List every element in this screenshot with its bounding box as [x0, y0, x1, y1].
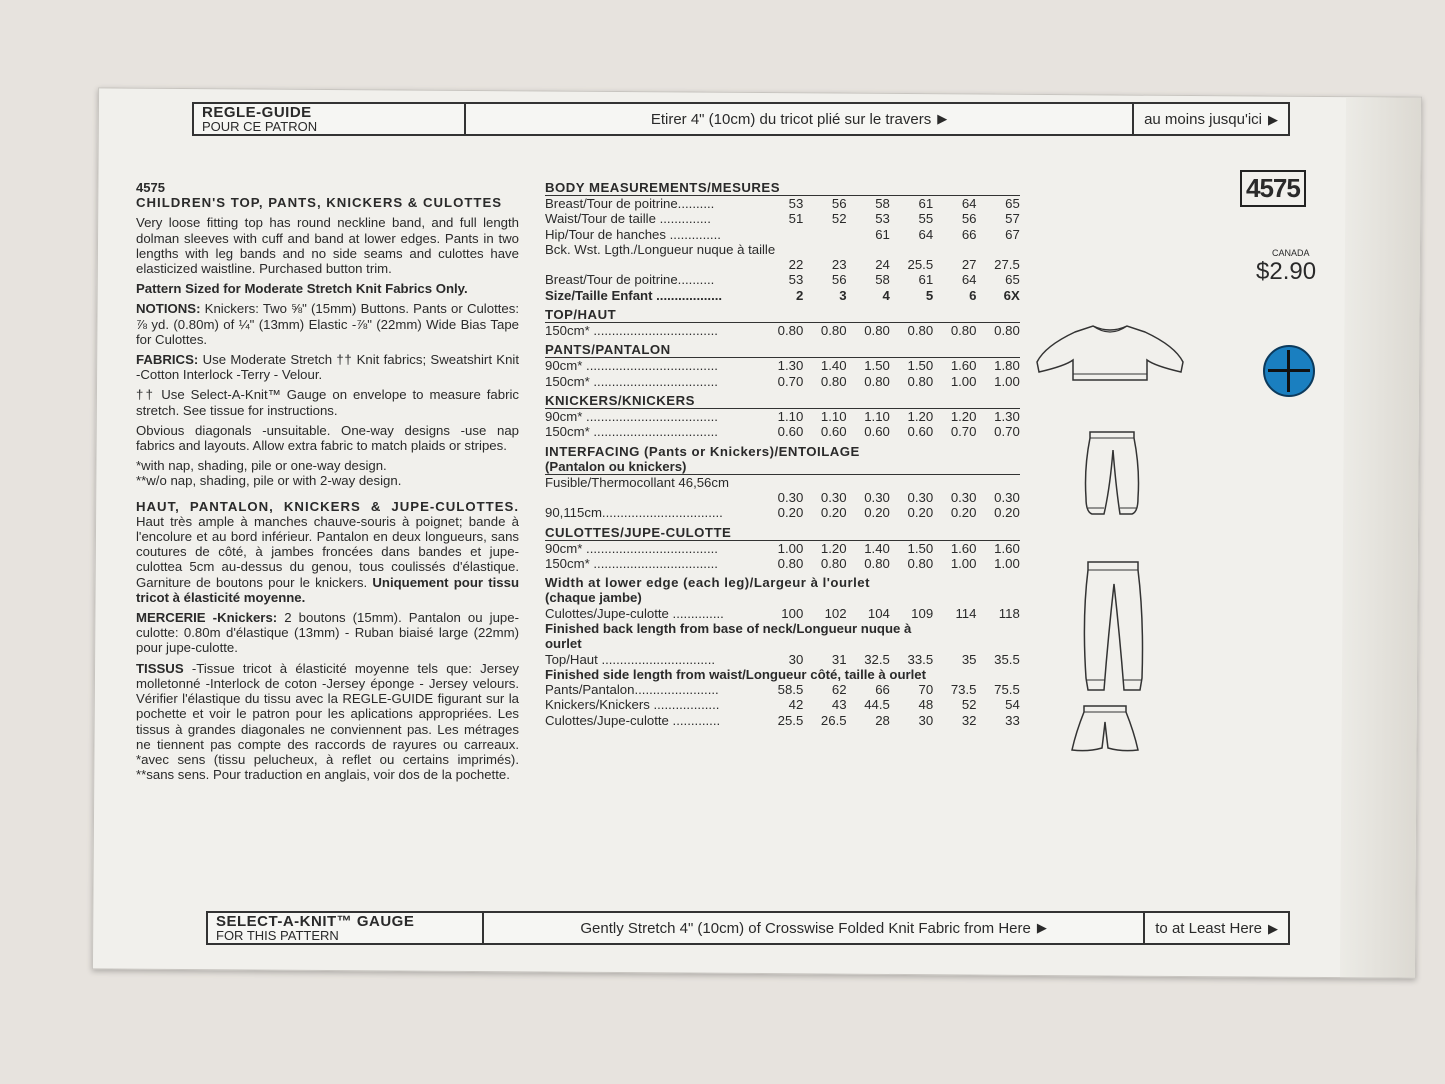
- row-value: 0.70: [950, 424, 977, 440]
- row-value: 52: [831, 211, 847, 227]
- row-value: 26.5: [820, 712, 847, 728]
- row-value: 0.20: [907, 505, 934, 521]
- bwl-label: Bck. Wst. Lgth./Longueur nuque à taille: [545, 241, 776, 257]
- row-value: 0.30: [820, 490, 847, 506]
- row-value: 0.20: [864, 505, 890, 521]
- sized-for: Pattern Sized for Moderate Stretch Knit Fabrics Only.: [136, 281, 468, 297]
- pants-rows: [545, 358, 1020, 389]
- knickers-rows: [545, 409, 1020, 440]
- row-value: 104: [867, 605, 890, 621]
- row-label: Pants/Pantalon.......................: [545, 682, 719, 698]
- row-value: 0.30: [907, 490, 934, 506]
- table-row: [545, 227, 1020, 242]
- row-value: 48: [918, 697, 934, 713]
- row-value: 0.20: [820, 505, 847, 521]
- row-value: 35: [961, 651, 977, 667]
- row-value: 1.60: [950, 540, 977, 556]
- gauge-stretch-text: Gently Stretch 4" (10cm) of Crosswise Folded Knit Fabric from Here ▶: [484, 913, 1145, 943]
- row-value: 62: [831, 682, 847, 698]
- table-row: [545, 358, 1020, 373]
- interfacing-fusible: Fusible/Thermocollant 46,56cm: [545, 474, 729, 490]
- row-value: 109: [911, 605, 934, 621]
- row-value: 73.5: [950, 682, 977, 698]
- row-value: 1.20: [950, 408, 977, 424]
- row-value: 1.00: [994, 373, 1020, 389]
- row-label: [545, 490, 760, 505]
- row-value: 1.10: [777, 408, 804, 424]
- row-value: 44.5: [864, 697, 890, 713]
- diagonals-note: Obvious diagonals -unsuitable. One-way designs -use nap fabrics and layouts. Allow extra fabric to match plaids or stripes.: [136, 422, 519, 454]
- row-value: 58: [875, 272, 890, 288]
- row-value: 43: [831, 697, 847, 713]
- table-row: [545, 682, 1020, 697]
- row-value: 61: [918, 272, 934, 288]
- row-value: 61: [918, 196, 934, 211]
- gauge-label: [194, 104, 466, 134]
- row-label: 90cm* ....................................: [545, 358, 718, 374]
- table-row: [545, 556, 1020, 571]
- table-row: [545, 541, 1020, 556]
- row-value: 25.5: [907, 257, 934, 273]
- row-value: 4: [882, 287, 890, 303]
- description-column: [136, 180, 519, 787]
- row-value: 1.00: [950, 373, 977, 389]
- table-row: [545, 652, 1020, 667]
- row-value: 0.80: [864, 556, 890, 572]
- row-label: Breast/Tour de poitrine..........: [545, 272, 715, 288]
- gauge-subtitle: POUR CE PATRON: [202, 119, 318, 134]
- torn-edge: [1340, 97, 1421, 978]
- row-value: 0.80: [907, 323, 934, 339]
- row-value: 0.80: [777, 556, 804, 572]
- row-value: 1.10: [864, 408, 890, 424]
- back-rows: [545, 652, 1020, 667]
- gauge-stretch-text: Etirer 4" (10cm) du tricot plié sur le travers ▶: [466, 104, 1134, 134]
- row-value: 2: [795, 287, 804, 303]
- row-value: 22: [788, 257, 804, 273]
- row-value: 27.5: [994, 257, 1020, 273]
- row-label: Waist/Tour de taille ..............: [545, 211, 711, 227]
- section-subheader: (Pantalon ou knickers): [545, 459, 1020, 475]
- bwl-row: [545, 257, 1020, 272]
- row-value: 0.30: [777, 490, 804, 506]
- section-header: Finished back length from base of neck/Longueur nuque à: [545, 620, 912, 636]
- row-value: 52: [961, 697, 977, 713]
- table-row: [545, 713, 1020, 728]
- row-value: 32.5: [864, 651, 890, 667]
- section-subheader: (chaque jambe): [545, 590, 642, 606]
- row-value: 65: [1005, 196, 1020, 211]
- row-value: [803, 227, 846, 242]
- mercerie: MERCERIE -Knickers: 2 boutons (15mm). Pantalon ou jupe-culotte: 0.80m d'élastique (13mm) - Ruban biaisé large (22mm) pour jupe-culotte.: [136, 610, 519, 656]
- row-value: 28: [875, 712, 890, 728]
- arrow-right-icon: ▶: [937, 111, 948, 126]
- row-label: Size/Taille Enfant ..................: [545, 287, 723, 303]
- section-header: PANTS/PANTALON: [545, 342, 1020, 358]
- row-value: 0.60: [864, 424, 890, 440]
- row-value: 0.30: [994, 490, 1020, 506]
- row-label: [545, 257, 760, 272]
- row-value: 70: [918, 682, 934, 698]
- row-value: 0.80: [907, 556, 934, 572]
- tissus: TISSUS -Tissue tricot à élasticité moyenne tels que: Jersey molletonné -Interlock de coton -Jersey éponge - Jersey velours. Vérifier l'élastique du tissu avec la REGLE-GUIDE figurant sur la pochette et voir le patron pour les aplications appropriées. Les tissus à grandes diagonales ne conviennent pas. Les métrages ne tiennent pas compte des raccords de rayures ou carreaux. *avec sens (tissu pelucheux, à reflet ou certains imprimés). **sans sens. Pour traduction en anglais, voir dos de la pochette.: [136, 660, 519, 783]
- row-label: Top/Haut ...............................: [545, 651, 716, 667]
- row-value: 1.20: [820, 540, 847, 556]
- width-rows: [545, 606, 1020, 621]
- table-row: [545, 697, 1020, 712]
- section-header: CULOTTES/JUPE-CULOTTE: [545, 525, 1020, 541]
- section-header: TOP/HAUT: [545, 307, 1020, 323]
- row-value: 0.80: [864, 323, 890, 339]
- row-value: 61: [875, 226, 890, 242]
- row-value: 1.40: [820, 358, 847, 374]
- row-value: 56: [961, 211, 977, 227]
- row-value: 114: [955, 605, 977, 621]
- top-rows: [545, 323, 1020, 338]
- gauge-title: REGLE-GUIDE: [202, 104, 312, 121]
- interfacing-rows: [545, 490, 1020, 521]
- section-header: Width at lower edge (each leg)/Largeur à l'ourlet: [545, 575, 871, 591]
- table-row: [545, 211, 1020, 226]
- row-value: 0.60: [820, 424, 847, 440]
- row-value: 0.20: [994, 505, 1020, 521]
- side-rows: [545, 682, 1020, 728]
- table-row: [545, 424, 1020, 439]
- row-value: 0.60: [907, 424, 934, 440]
- row-value: 1.00: [994, 556, 1020, 572]
- row-label: 90cm* ....................................: [545, 408, 718, 424]
- row-value: 64: [918, 226, 934, 242]
- row-value: 1.60: [950, 358, 977, 374]
- gauge-note: †† Use Select-A-Knit™ Gauge on envelope to measure fabric stretch. See tissue for instructions.: [136, 387, 519, 418]
- row-value: 0.80: [994, 323, 1020, 339]
- row-value: 1.50: [907, 540, 934, 556]
- row-value: 30: [918, 712, 934, 728]
- row-value: 1.30: [994, 408, 1020, 424]
- table-row: [545, 272, 1020, 287]
- section-header: INTERFACING (Pants or Knickers)/ENTOILAGE: [545, 443, 860, 459]
- rows1: [545, 196, 1020, 242]
- row-value: 66: [961, 226, 977, 242]
- row-value: 51: [788, 211, 804, 227]
- arrow-right-icon: ▶: [1268, 111, 1278, 127]
- row-value: 58.5: [777, 682, 804, 698]
- row-value: 32: [961, 712, 977, 728]
- row-value: 1.20: [907, 408, 934, 424]
- culottes-sketch-icon: [1070, 702, 1140, 754]
- table-row: [545, 409, 1020, 424]
- measurements-table: [545, 176, 1020, 728]
- row-value: 23: [831, 257, 847, 273]
- row-value: 0.80: [950, 323, 977, 339]
- row-value: 0.20: [777, 505, 804, 521]
- row-value: 57: [1005, 211, 1020, 227]
- row-value: 55: [918, 211, 934, 227]
- row-value: 0.80: [907, 373, 934, 389]
- row-value: 35.5: [994, 651, 1020, 667]
- section-header: Finished side length from waist/Longueur côté, taille à ourlet: [545, 666, 927, 682]
- row-value: 67: [1005, 226, 1020, 242]
- row-value: 1.60: [994, 540, 1020, 556]
- row-value: 53: [788, 196, 804, 211]
- row-value: 64: [961, 272, 977, 288]
- crosshair-seal-icon: [1263, 345, 1315, 397]
- gauge-title: SELECT-A-KNIT™ GAUGE: [216, 913, 415, 930]
- row-value: 0.70: [994, 424, 1020, 440]
- top-sketch-icon: [1035, 322, 1185, 384]
- notions: NOTIONS: Knickers: Two ⅝" (15mm) Buttons. Pants or Culottes: ⅞ yd. (0.80m) of ¼" (13mm) Elastic -⅞" (22mm) Wide Bias Tape for Culottes.: [136, 301, 519, 347]
- gauge-label: [208, 913, 484, 943]
- row-value: [760, 227, 803, 242]
- nap-note-1: *with nap, shading, pile or one-way design.: [136, 458, 387, 474]
- row-value: 5: [925, 287, 934, 303]
- size-row: [545, 288, 1020, 303]
- top-gauge: [192, 102, 1290, 136]
- fabrics: FABRICS: Use Moderate Stretch †† Knit fabrics; Sweatshirt Knit -Cotton Interlock -Terry - Velour.: [136, 352, 519, 383]
- row-value: 0.20: [950, 505, 977, 521]
- row-value: 6: [969, 287, 977, 303]
- table-row: [545, 606, 1020, 621]
- row-value: 1.10: [820, 408, 847, 424]
- table-row: [545, 505, 1020, 520]
- gauge-end: au moins jusqu'ici ▶: [1144, 110, 1278, 128]
- row-value: 0.80: [820, 323, 847, 339]
- row-label: Knickers/Knickers ..................: [545, 697, 720, 713]
- row-value: 1.00: [777, 540, 804, 556]
- row-value: 33: [1005, 712, 1020, 728]
- row-value: 1.00: [950, 556, 977, 572]
- row-value: 0.70: [777, 373, 804, 389]
- row-value: 0.80: [777, 323, 804, 339]
- row-value: 1.50: [907, 358, 934, 374]
- gauge-end: to at Least Here ▶: [1155, 919, 1278, 937]
- row-label: 150cm* ..................................: [545, 556, 718, 572]
- bottom-gauge: [206, 911, 1290, 945]
- section-header: KNICKERS/KNICKERS: [545, 393, 1020, 409]
- table-row: [545, 257, 1020, 272]
- row-value: 0.80: [820, 373, 847, 389]
- row-value: 1.80: [994, 358, 1020, 374]
- country-label: CANADA: [1272, 248, 1310, 258]
- row-value: 100: [781, 605, 804, 621]
- pattern-number-small: 4575: [136, 180, 165, 195]
- row-value: 56: [831, 196, 847, 211]
- row-value: 1.50: [864, 358, 890, 374]
- row-value: 25.5: [777, 712, 804, 728]
- row-label: 150cm* ..................................: [545, 323, 718, 339]
- row-value: 66: [875, 682, 890, 698]
- row-value: 0.60: [777, 424, 804, 440]
- row-value: 54: [1005, 697, 1020, 713]
- price: $2.90: [1256, 258, 1317, 285]
- row-value: 118: [998, 605, 1020, 621]
- row-value: 0.80: [864, 373, 890, 389]
- section-subheader: ourlet: [545, 636, 582, 652]
- row-value: 75.5: [994, 682, 1020, 698]
- row-label: 90,115cm.................................: [545, 505, 723, 521]
- row-value: 58: [875, 196, 890, 211]
- row-value: 42: [788, 697, 804, 713]
- row-value: 0.30: [864, 490, 890, 506]
- row-value: 30: [788, 651, 804, 667]
- table-row: [545, 323, 1020, 338]
- table-row: [545, 490, 1020, 505]
- pants-sketch-icon: [1078, 558, 1148, 694]
- arrow-right-icon: ▶: [1268, 920, 1278, 936]
- section-header: BODY MEASUREMENTS/MESURES: [545, 180, 1020, 196]
- row-value: 1.40: [864, 540, 890, 556]
- description-intro: Very loose fitting top has round neckline band, and full length dolman sleeves with cuff and band at lower edges. Pants in two lengths with leg bands and no side seams and culottes have elasticized waistline. Purchased button trim.: [136, 215, 519, 277]
- row-value: 0.80: [820, 556, 847, 572]
- row-value: 3: [839, 287, 847, 303]
- row-value: 1.30: [777, 358, 804, 374]
- description-title: CHILDREN'S TOP, PANTS, KNICKERS & CULOTTES: [136, 195, 503, 211]
- row-label: 90cm* ....................................: [545, 540, 718, 556]
- row-value: 33.5: [907, 651, 934, 667]
- row-value: 56: [831, 272, 847, 288]
- row-value: 31: [831, 651, 847, 667]
- arrow-right-icon: ▶: [1036, 920, 1047, 935]
- breast2-row: [545, 272, 1020, 287]
- nap-note-2: **w/o nap, shading, pile or with 2-way design.: [136, 473, 402, 489]
- row-value: 27: [961, 257, 977, 273]
- row-value: 102: [824, 605, 847, 621]
- row-label: Breast/Tour de poitrine..........: [545, 196, 715, 211]
- row-label: 150cm* ..................................: [545, 373, 718, 389]
- french-intro: HAUT, PANTALON, KNICKERS & JUPE-CULOTTES. Haut très ample à manches chauve-souris à poignet; bande à l'encolure et au bord inférieur. Pantalon en deux longueurs, sans coutures de côté, à jambes froncées dans bandes et jupe-culottea 5cm au-dessus du genou, tous coulissés d'élastique. Garniture de boutons pour le knickers. Uniquement pour tissu tricot à élasticité moyenne.: [136, 498, 519, 605]
- table-row: [545, 374, 1020, 389]
- gauge-subtitle: FOR THIS PATTERN: [216, 928, 339, 943]
- table-row: [545, 196, 1020, 211]
- row-value: 6X: [1003, 287, 1020, 303]
- knickers-sketch-icon: [1082, 428, 1142, 518]
- row-value: 53: [788, 272, 804, 288]
- row-label: 150cm* ..................................: [545, 424, 718, 440]
- row-value: 64: [961, 196, 977, 211]
- row-value: 0.30: [950, 490, 977, 506]
- row-label: Culottes/Jupe-culotte .............: [545, 712, 721, 728]
- row-value: 65: [1005, 272, 1020, 288]
- row-label: Hip/Tour de hanches ..............: [545, 226, 721, 242]
- row-label: Culottes/Jupe-culotte ..............: [545, 605, 724, 621]
- culottes-rows: [545, 541, 1020, 572]
- row-value: 24: [875, 257, 890, 273]
- row-value: 53: [875, 211, 890, 227]
- table-row: [545, 288, 1020, 303]
- pattern-number: 4575: [1240, 170, 1306, 207]
